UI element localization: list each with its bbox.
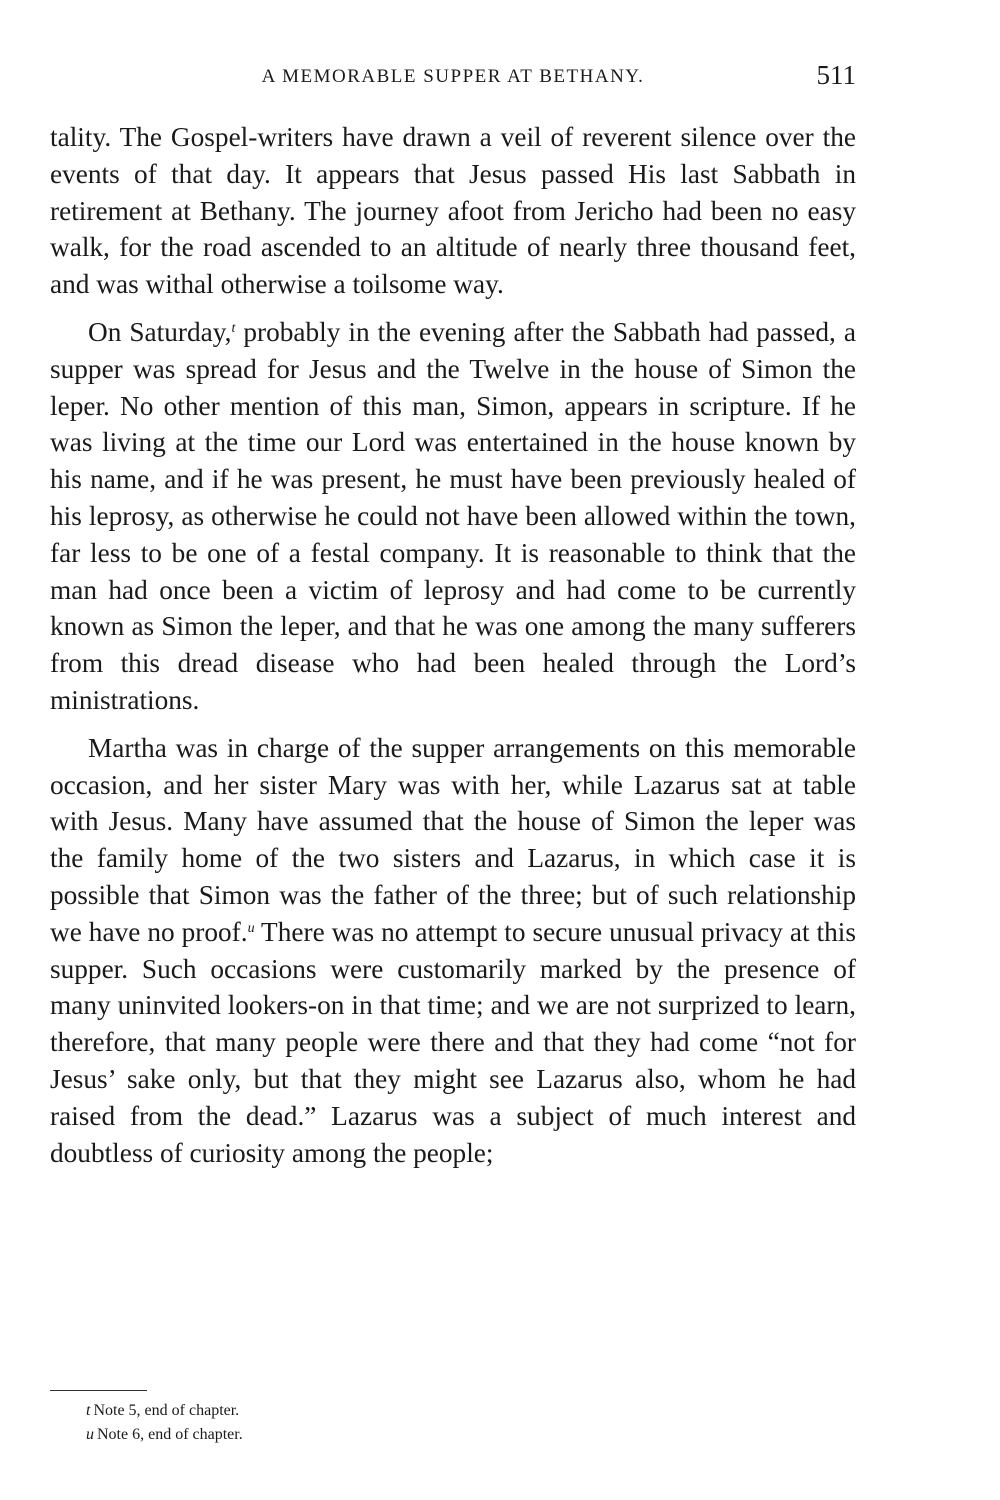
footnote-text: Note 5, end of chapter. [93,1402,240,1419]
paragraph-text: There was no attempt to secure unusual privacy at this supper. Such occasions were customarily marked by the presence of many uninvited lookers-on in that time; and we are not surprized to learn, therefore, that many people were there and that they had come “not for Jesus’ sake only, but that they might see Lazarus also, whom he had raised from the dead.” Lazarus was a subject of much interest and doubtless of curiosity among the people; [50,916,857,1168]
paragraph-text: Martha was in charge of the supper arrangements on this memorable occasion, and her sister Mary was with her, while Lazarus sat at table with Jesus. Many have assumed that the house of Simon the leper was the family home of the two sisters and Lazarus, in which case it is possible that Simon was the father of the three; but of such relationship we have no proof. [50,732,856,947]
footnote-divider [50,1390,147,1391]
page-number: 511 [816,60,856,90]
chapter-running-title: A MEMORABLE SUPPER AT BETHANY. [261,66,645,87]
footnote-marker: t [86,1402,91,1419]
footnote-marker: u [86,1426,94,1443]
footnote [86,1423,243,1447]
footnote-text: Note 6, end of chapter. [97,1426,243,1443]
paragraph [50,314,856,719]
paragraph-text: On Saturday, [88,316,232,347]
paragraph-text: probably in the evening after the Sabbath had passed, a supper was spread for Jesus and the Twelve in the house of Simon the leper. No other mention of this man, Simon, appears in scripture. If he was living at the time our Lord was entertained in the house known by his name, and if he was present, he must have been previously healed of his leprosy, as otherwise he could not have been allowed within the town, far less to be one of a festal company. It is reasonable to think that the man had once been a victim of leprosy and had come to be currently known as Simon the leper, and that he was one among the many sufferers from this dread disease who had been healed through the Lord’s ministrations. [50,316,856,715]
footnote-reference: u [247,920,255,936]
paragraph [50,119,856,303]
running-head [50,58,856,98]
body-text [50,119,856,1182]
paragraph-text: tality. The Gospel-writers have drawn a veil of reverent silence over the events of that day. It appears that Jesus passed His last Sabbath in retirement at Bethany. The journey afoot from Jericho had been no easy walk, for the road ascended to an altitude of nearly three thousand feet, and was withal otherwise a toilsome way. [50,122,856,300]
footnotes [86,1399,243,1447]
footnote [86,1399,243,1423]
paragraph [50,730,856,1172]
footnote-reference: t [231,320,236,336]
